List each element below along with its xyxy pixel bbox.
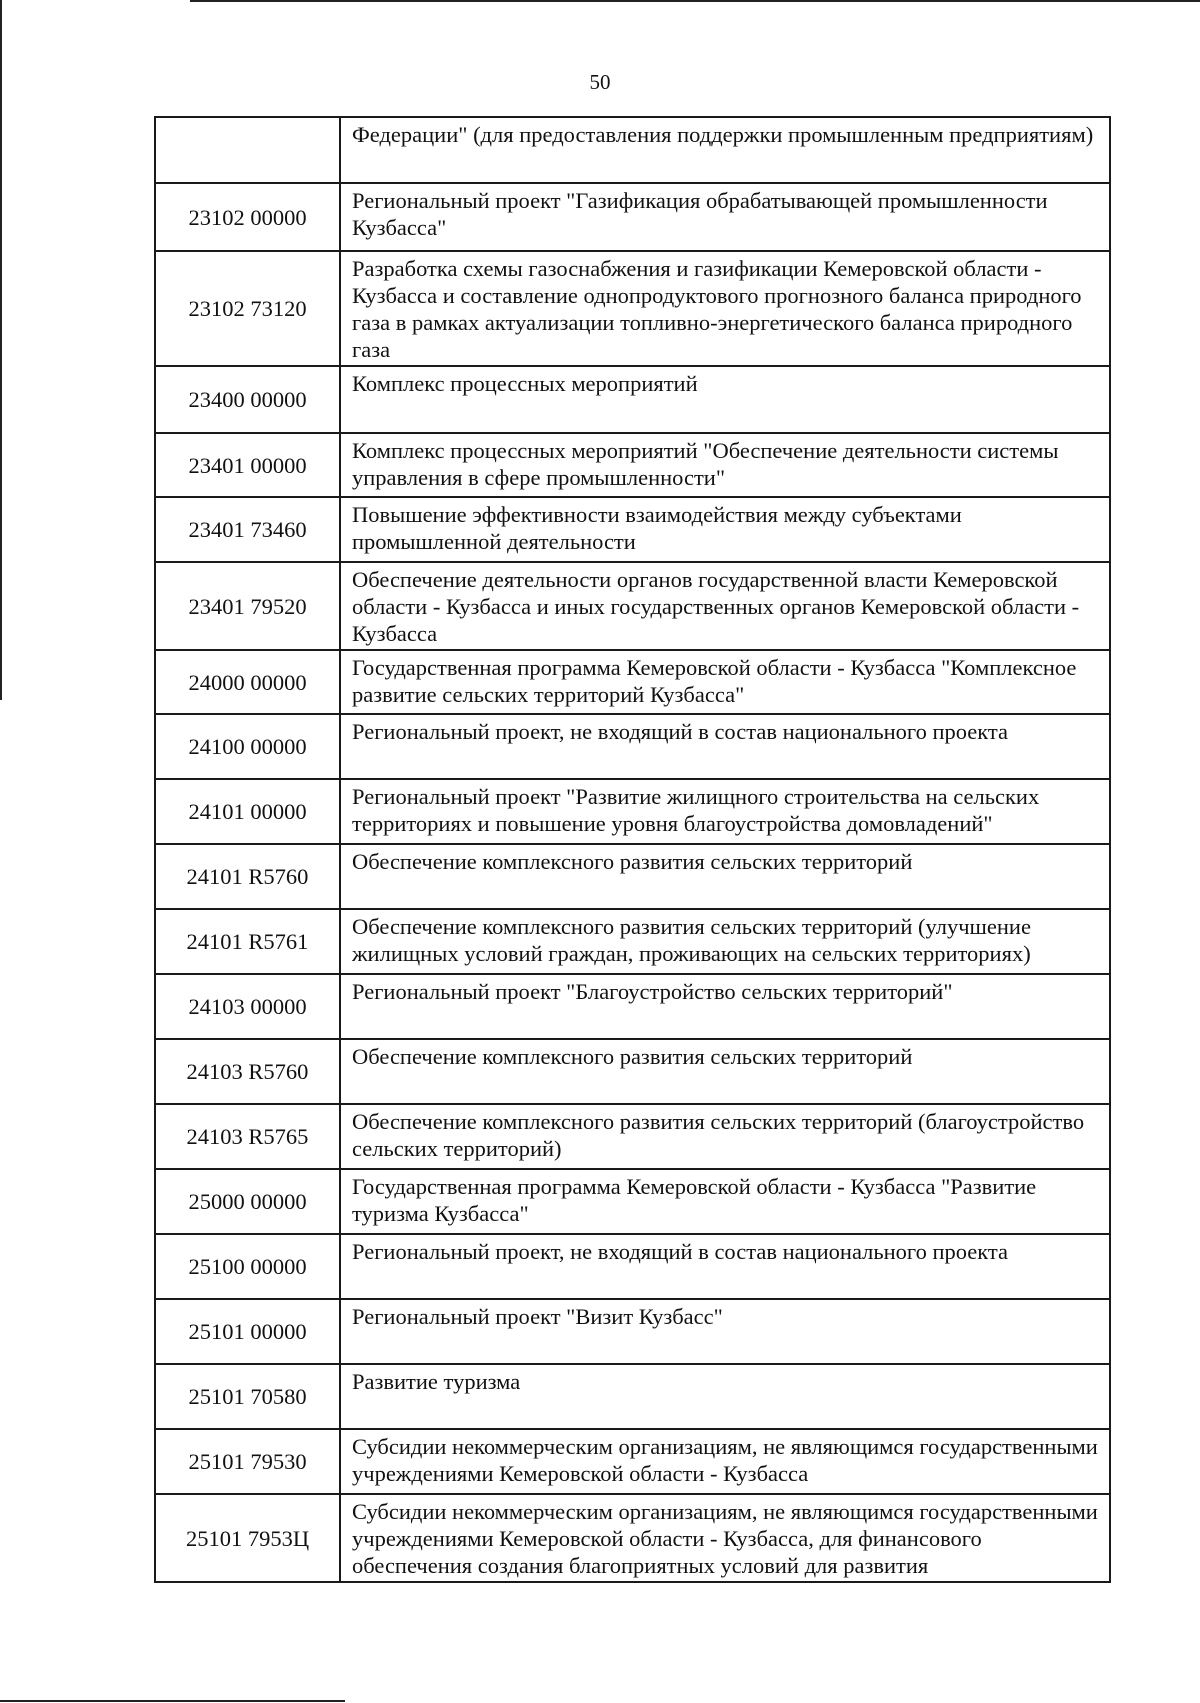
table-row xyxy=(155,974,1110,1039)
row-description: Субсидии некоммерческим организациям, не являющимся государственными учреждениями Кемеровской области - Кузбасса, для финансового обеспечения создания благоприятных условий для развития xyxy=(340,1494,1110,1582)
table-row xyxy=(155,497,1110,562)
row-code: 23401 00000 xyxy=(155,433,340,497)
row-description: Комплекс процессных мероприятий "Обеспечение деятельности системы управления в сфере промышленности" xyxy=(340,433,1110,497)
row-code: 24101 R5761 xyxy=(155,909,340,974)
row-description: Региональный проект, не входящий в состав национального проекта xyxy=(340,1234,1110,1299)
row-code: 23401 73460 xyxy=(155,497,340,562)
row-description: Региональный проект "Благоустройство сельских территорий" xyxy=(340,974,1110,1039)
row-code: 23400 00000 xyxy=(155,366,340,433)
table-row xyxy=(155,1234,1110,1299)
row-description: Разработка схемы газоснабжения и газификации Кемеровской области - Кузбасса и составление однопродуктового прогнозного баланса природного газа в рамках актуализации топливно-энергетического баланса природного газа xyxy=(340,251,1110,366)
row-code: 24000 00000 xyxy=(155,650,340,714)
table-row xyxy=(155,909,1110,974)
row-description: Комплекс процессных мероприятий xyxy=(340,366,1110,433)
row-description: Повышение эффективности взаимодействия между субъектами промышленной деятельности xyxy=(340,497,1110,562)
row-description: Обеспечение деятельности органов государственной власти Кемеровской области - Кузбасса и иных государственных органов Кемеровской области - Кузбасса xyxy=(340,562,1110,650)
table-row xyxy=(155,183,1110,251)
row-code: 24103 R5765 xyxy=(155,1104,340,1169)
row-code: 24100 00000 xyxy=(155,714,340,779)
table-row xyxy=(155,779,1110,844)
table-row xyxy=(155,251,1110,366)
classification-table xyxy=(154,116,1111,1583)
row-code: 24101 00000 xyxy=(155,779,340,844)
row-description: Региональный проект "Развитие жилищного строительства на сельских территориях и повышение уровня благоустройства домовладений" xyxy=(340,779,1110,844)
table-row xyxy=(155,1299,1110,1364)
row-description: Обеспечение комплексного развития сельских территорий (благоустройство сельских территорий) xyxy=(340,1104,1110,1169)
scan-edge-left xyxy=(0,0,2,700)
row-description: Развитие туризма xyxy=(340,1364,1110,1429)
row-code: 23401 79520 xyxy=(155,562,340,650)
row-code: 25101 00000 xyxy=(155,1299,340,1364)
table-row xyxy=(155,844,1110,909)
row-code: 24103 00000 xyxy=(155,974,340,1039)
row-code: 25101 7953Ц xyxy=(155,1494,340,1582)
table-row xyxy=(155,1429,1110,1494)
table-row xyxy=(155,366,1110,433)
table-row xyxy=(155,1364,1110,1429)
row-description: Обеспечение комплексного развития сельских территорий xyxy=(340,844,1110,909)
row-code xyxy=(155,117,340,183)
row-description: Субсидии некоммерческим организациям, не являющимся государственными учреждениями Кемеровской области - Кузбасса xyxy=(340,1429,1110,1494)
row-code: 25101 70580 xyxy=(155,1364,340,1429)
table-row xyxy=(155,1104,1110,1169)
table-row xyxy=(155,1169,1110,1234)
row-description: Региональный проект "Газификация обрабатывающей промышленности Кузбасса" xyxy=(340,183,1110,251)
row-description: Региональный проект, не входящий в состав национального проекта xyxy=(340,714,1110,779)
table-row xyxy=(155,1039,1110,1104)
row-description: Государственная программа Кемеровской области - Кузбасса "Комплексное развитие сельских территорий Кузбасса" xyxy=(340,650,1110,714)
page-number: 50 xyxy=(589,70,611,94)
row-description: Федерации" (для предоставления поддержки промышленным предприятиям) xyxy=(340,117,1110,183)
scan-edge-top xyxy=(190,0,1200,2)
row-description: Обеспечение комплексного развития сельских территорий xyxy=(340,1039,1110,1104)
row-code: 23102 00000 xyxy=(155,183,340,251)
row-code: 25000 00000 xyxy=(155,1169,340,1234)
table-row xyxy=(155,650,1110,714)
row-code: 24101 R5760 xyxy=(155,844,340,909)
row-code: 23102 73120 xyxy=(155,251,340,366)
table-row xyxy=(155,433,1110,497)
row-description: Региональный проект "Визит Кузбасс" xyxy=(340,1299,1110,1364)
table-row xyxy=(155,117,1110,183)
table-row xyxy=(155,562,1110,650)
scan-edge-bottom xyxy=(0,1700,345,1702)
row-code: 25100 00000 xyxy=(155,1234,340,1299)
row-code: 24103 R5760 xyxy=(155,1039,340,1104)
row-description: Государственная программа Кемеровской области - Кузбасса "Развитие туризма Кузбасса" xyxy=(340,1169,1110,1234)
table-row xyxy=(155,714,1110,779)
row-description: Обеспечение комплексного развития сельских территорий (улучшение жилищных условий граждан, проживающих на сельских территориях) xyxy=(340,909,1110,974)
row-code: 25101 79530 xyxy=(155,1429,340,1494)
table-row xyxy=(155,1494,1110,1582)
